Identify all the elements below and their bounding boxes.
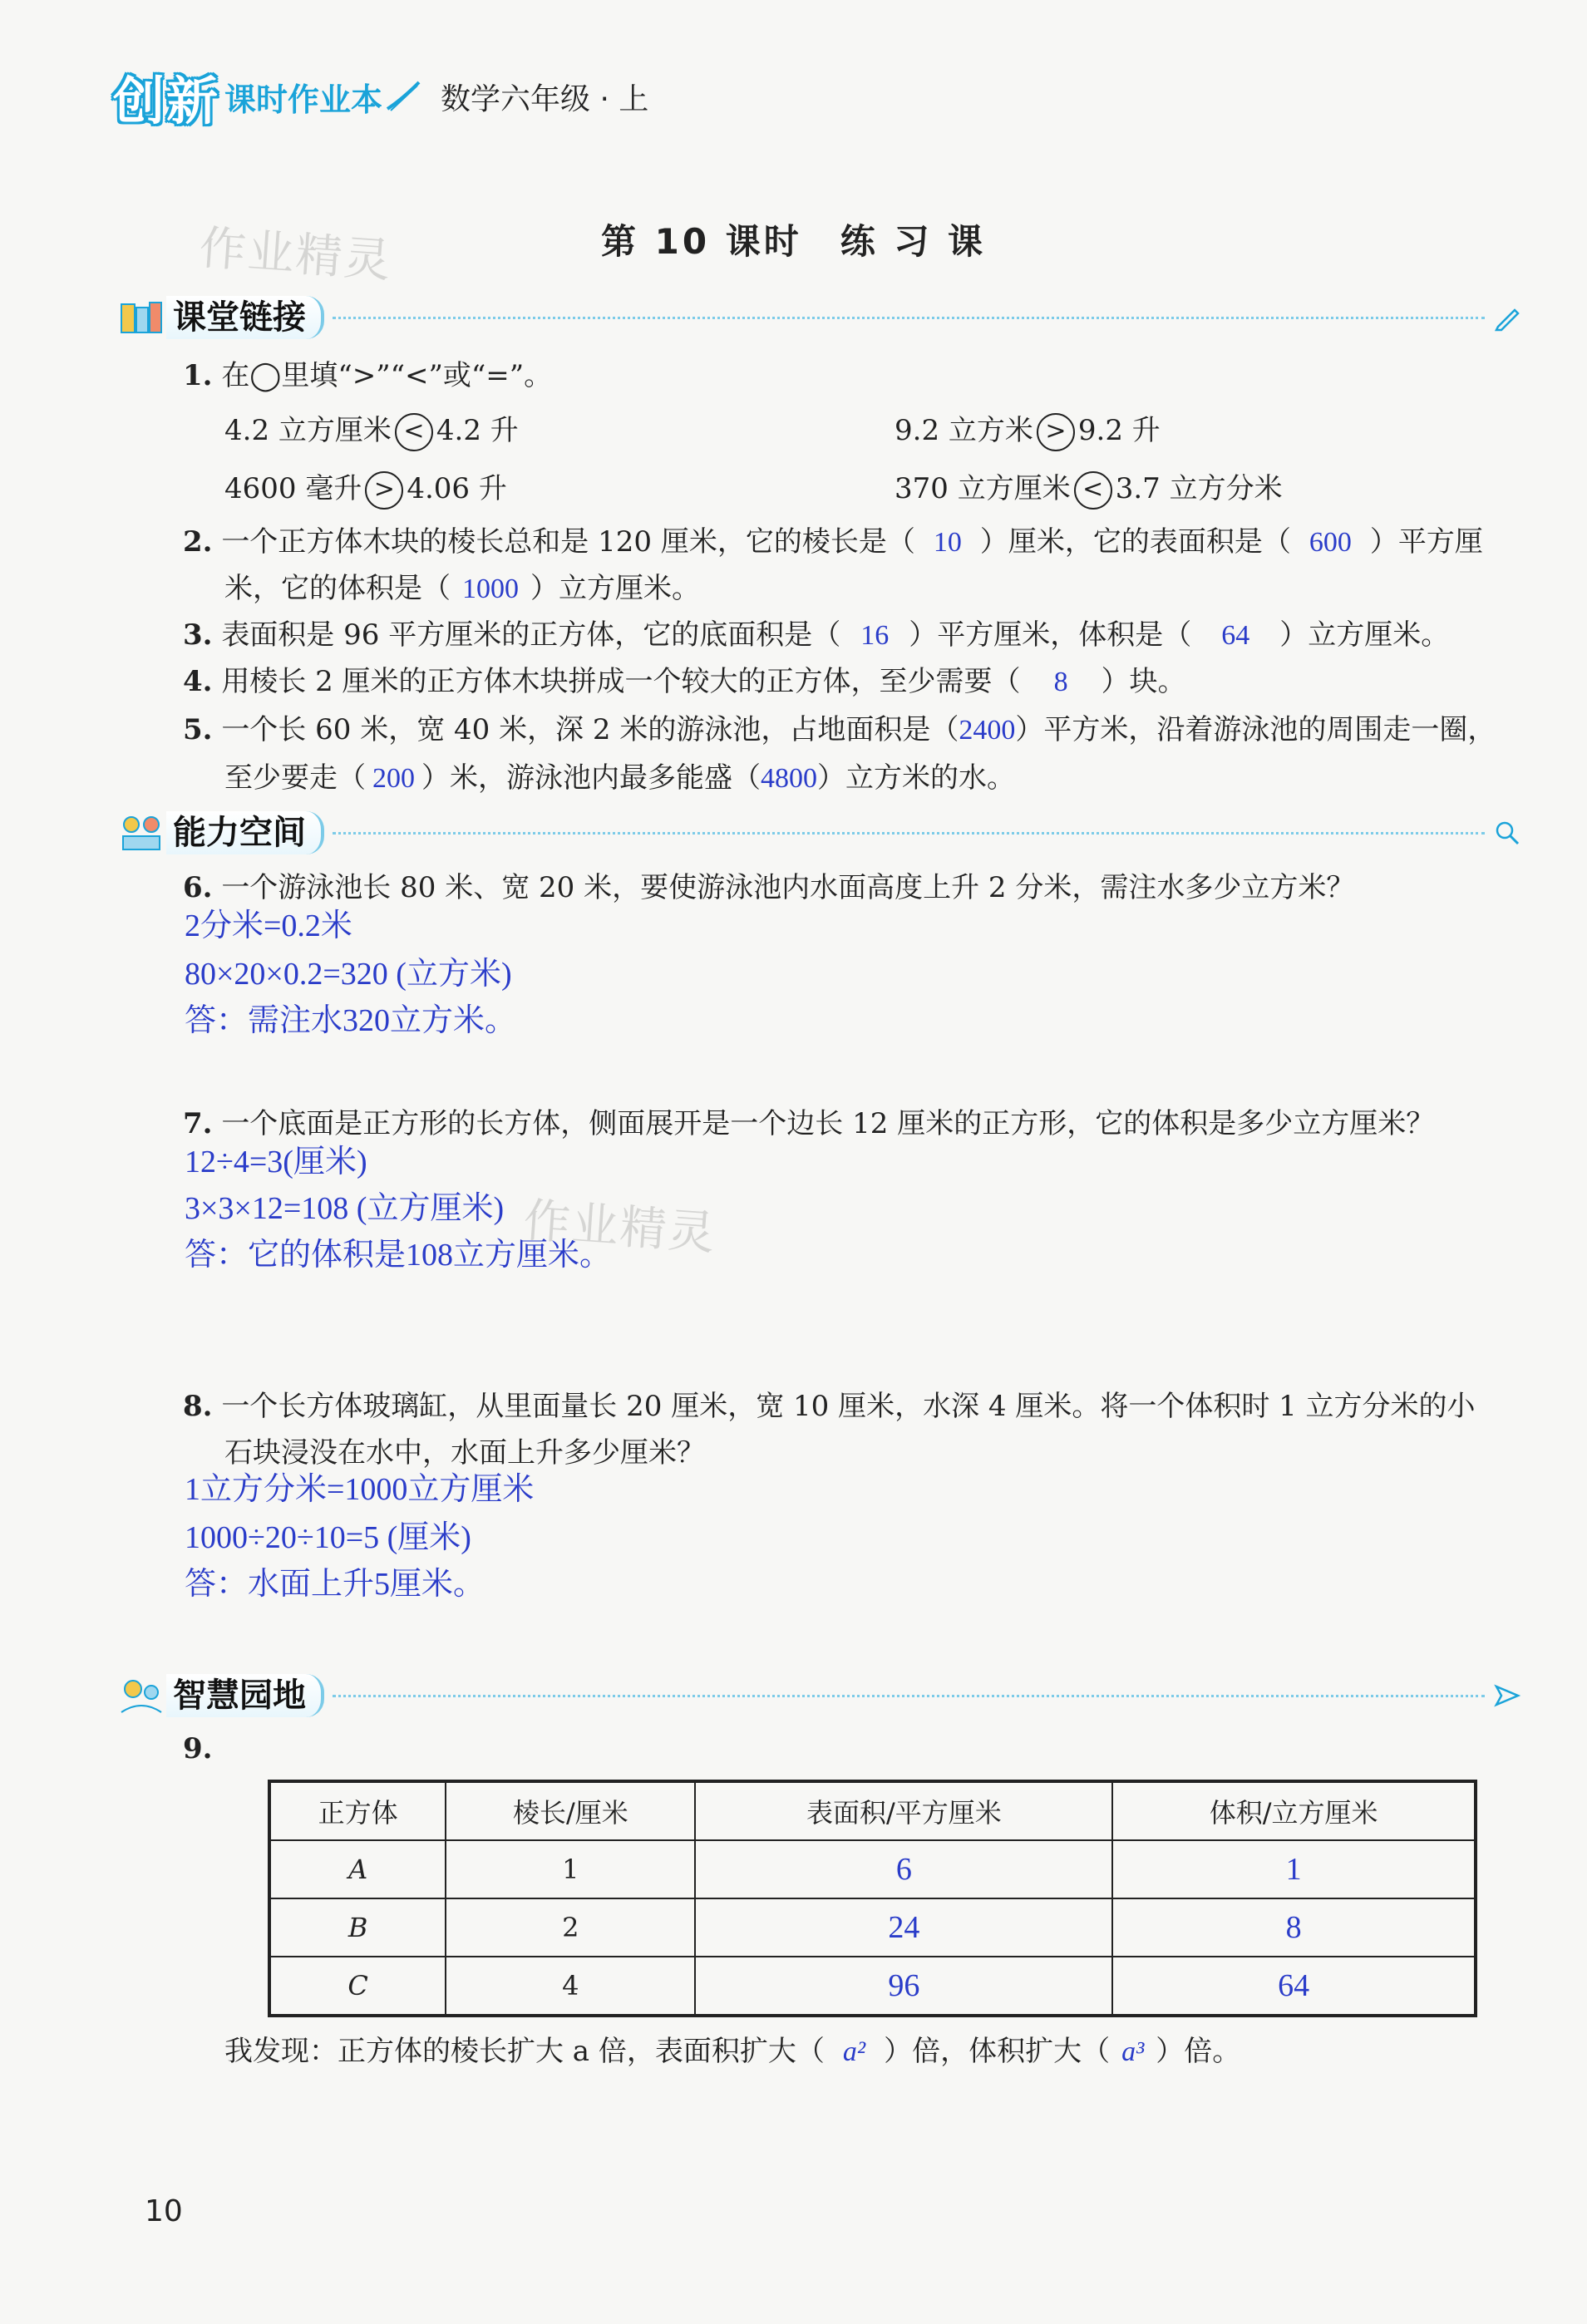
page-number: 10 bbox=[145, 2194, 183, 2228]
dotted-divider bbox=[333, 832, 1485, 835]
answer-blank[interactable]: 64 bbox=[1221, 620, 1250, 651]
pen-swoosh-icon bbox=[384, 77, 422, 116]
question-2-line-1: 2. 一个正方体木块的棱长总和是 120 厘米，它的棱长是（ 10 ）厘米，它的表面积是（ 600 ）平方厘 bbox=[183, 525, 1483, 559]
question-7-stem: 7. 一个底面是正方形的长方体，侧面展开是一个边长 12 厘米的正方形，它的体积是多少立方厘米？ bbox=[183, 1107, 1435, 1140]
q8-answer-line: 答：水面上升5厘米。 bbox=[185, 1567, 485, 1602]
edge-cell: 2 bbox=[446, 1898, 695, 1957]
dotted-divider bbox=[333, 1695, 1485, 1697]
question-3: 3. 表面积是 96 平方厘米的正方体，它的底面积是（ 16 ）平方厘米，体积是（ 64 ）立方厘米。 bbox=[183, 618, 1450, 652]
brand-logo-small: 课时作业本 bbox=[224, 81, 383, 118]
answer-blank[interactable]: 16 bbox=[860, 620, 890, 651]
cube-name-cell: B bbox=[269, 1898, 446, 1957]
cube-name-cell: A bbox=[269, 1840, 446, 1898]
table-row bbox=[269, 1898, 1476, 1957]
section-title: 能力空间 bbox=[166, 811, 324, 854]
answer-blank[interactable]: a² bbox=[842, 2036, 866, 2067]
compare-circle[interactable]: < bbox=[1074, 471, 1112, 510]
watermark: 作业精灵 bbox=[197, 220, 394, 289]
books-icon bbox=[116, 296, 166, 339]
edge-cell: 4 bbox=[446, 1957, 695, 2016]
table-header-row bbox=[269, 1781, 1476, 1840]
q8-work-line: 1000÷20÷10=5 (厘米) bbox=[185, 1520, 471, 1555]
subject-label: 数学六年级 · 上 bbox=[441, 81, 649, 116]
answer-blank[interactable]: 2400 bbox=[959, 715, 1016, 746]
question-1-stem: 1. 在◯里填“>”“<”或“=”。 bbox=[183, 359, 553, 392]
brand-logo-big: 创新 bbox=[113, 70, 220, 131]
answer-blank[interactable]: 8 bbox=[1053, 667, 1068, 697]
cube-data-table bbox=[268, 1780, 1477, 2017]
magnifier-icon bbox=[1493, 819, 1521, 847]
q7-answer-line: 答：它的体积是108立方厘米。 bbox=[185, 1238, 612, 1273]
surface-area-cell[interactable]: 24 bbox=[695, 1898, 1112, 1957]
surface-area-cell[interactable]: 6 bbox=[695, 1840, 1112, 1898]
question-9-number: 9. bbox=[183, 1732, 213, 1765]
compare-circle[interactable]: > bbox=[1037, 413, 1075, 451]
answer-blank[interactable]: 10 bbox=[933, 527, 962, 558]
compare-circle[interactable]: < bbox=[395, 413, 433, 451]
column-header: 体积/立方厘米 bbox=[1112, 1781, 1476, 1840]
q1-item-2: 9.2 立方米 > 9.2 升 bbox=[895, 412, 1161, 451]
question-8-stem-line-1: 8. 一个长方体玻璃缸，从里面量长 20 厘米，宽 10 厘米，水深 4 厘米。将一个体积时 1 立方分米的小 bbox=[183, 1390, 1476, 1423]
q6-work-line: 2分米=0.2米 bbox=[185, 908, 352, 943]
q1-item-4: 370 立方厘米 < 3.7 立方分米 bbox=[895, 470, 1283, 510]
kids-reading-icon bbox=[116, 811, 166, 854]
edge-cell: 1 bbox=[446, 1840, 695, 1898]
column-header: 棱长/厘米 bbox=[446, 1781, 695, 1840]
section-header-classroom-link bbox=[116, 293, 1521, 342]
q9-finding: 我发现：正方体的棱长扩大 a 倍，表面积扩大（ a² ）倍，体积扩大（ a³ ）倍。 bbox=[224, 2035, 1241, 2068]
question-5-line-2: 至少要走（ 200 ）米，游泳池内最多能盛（4800）立方米的水。 bbox=[224, 761, 1015, 795]
volume-cell[interactable]: 1 bbox=[1112, 1840, 1476, 1898]
section-title: 智慧园地 bbox=[166, 1674, 324, 1717]
paper-plane-icon bbox=[1493, 1681, 1521, 1710]
column-header: 正方体 bbox=[269, 1781, 446, 1840]
cube-name-cell: C bbox=[269, 1957, 446, 2016]
column-header: 表面积/平方厘米 bbox=[695, 1781, 1112, 1840]
volume-cell[interactable]: 64 bbox=[1112, 1957, 1476, 2016]
answer-blank[interactable]: a³ bbox=[1121, 2036, 1145, 2067]
surface-area-cell[interactable]: 96 bbox=[695, 1957, 1112, 2016]
section-header-wisdom-garden bbox=[116, 1671, 1521, 1721]
question-5-line-1: 5. 一个长 60 米，宽 40 米，深 2 米的游泳池，占地面积是（2400）平方米，沿着游泳池的周围走一圈， bbox=[183, 713, 1496, 746]
q1-item-3: 4600 毫升 > 4.06 升 bbox=[224, 470, 507, 510]
lesson-title: 第 10 课时 练 习 课 bbox=[601, 221, 986, 262]
table-row bbox=[269, 1840, 1476, 1898]
answer-blank[interactable]: 1000 bbox=[462, 574, 519, 604]
q7-work-line: 12÷4=3(厘米) bbox=[185, 1145, 367, 1179]
q7-work-line: 3×3×12=108 (立方厘米) bbox=[185, 1191, 505, 1226]
q8-work-line: 1立方分米=1000立方厘米 bbox=[185, 1472, 535, 1507]
section-header-ability-space bbox=[116, 808, 1521, 858]
volume-cell[interactable]: 8 bbox=[1112, 1898, 1476, 1957]
dotted-divider bbox=[333, 317, 1485, 319]
q6-answer-line: 答：需注水320立方米。 bbox=[185, 1003, 517, 1038]
pencil-icon bbox=[1493, 303, 1521, 332]
compare-circle[interactable]: > bbox=[365, 471, 403, 510]
watermark: 作业精灵 bbox=[521, 1193, 718, 1262]
question-8-stem-line-2: 石块浸没在水中，水面上升多少厘米？ bbox=[224, 1436, 705, 1470]
question-2-line-2: 米，它的体积是（ 1000 ）立方厘米。 bbox=[224, 572, 700, 605]
brand-header bbox=[113, 63, 648, 130]
table-row bbox=[269, 1957, 1476, 2016]
answer-blank[interactable]: 600 bbox=[1309, 527, 1352, 558]
question-6-stem: 6. 一个游泳池长 80 米、宽 20 米，要使游泳池内水面高度上升 2 分米，需注水多少立方米？ bbox=[183, 871, 1355, 904]
question-4: 4. 用棱长 2 厘米的正方体木块拼成一个较大的正方体，至少需要（ 8 ）块。 bbox=[183, 665, 1186, 698]
answer-blank[interactable]: 200 bbox=[372, 763, 415, 794]
section-title: 课堂链接 bbox=[166, 296, 324, 339]
answer-blank[interactable]: 4800 bbox=[761, 763, 817, 794]
q1-item-1: 4.2 立方厘米 < 4.2 升 bbox=[224, 412, 519, 451]
kids-thinking-icon bbox=[116, 1674, 166, 1717]
q6-work-line: 80×20×0.2=320 (立方米) bbox=[185, 957, 512, 992]
